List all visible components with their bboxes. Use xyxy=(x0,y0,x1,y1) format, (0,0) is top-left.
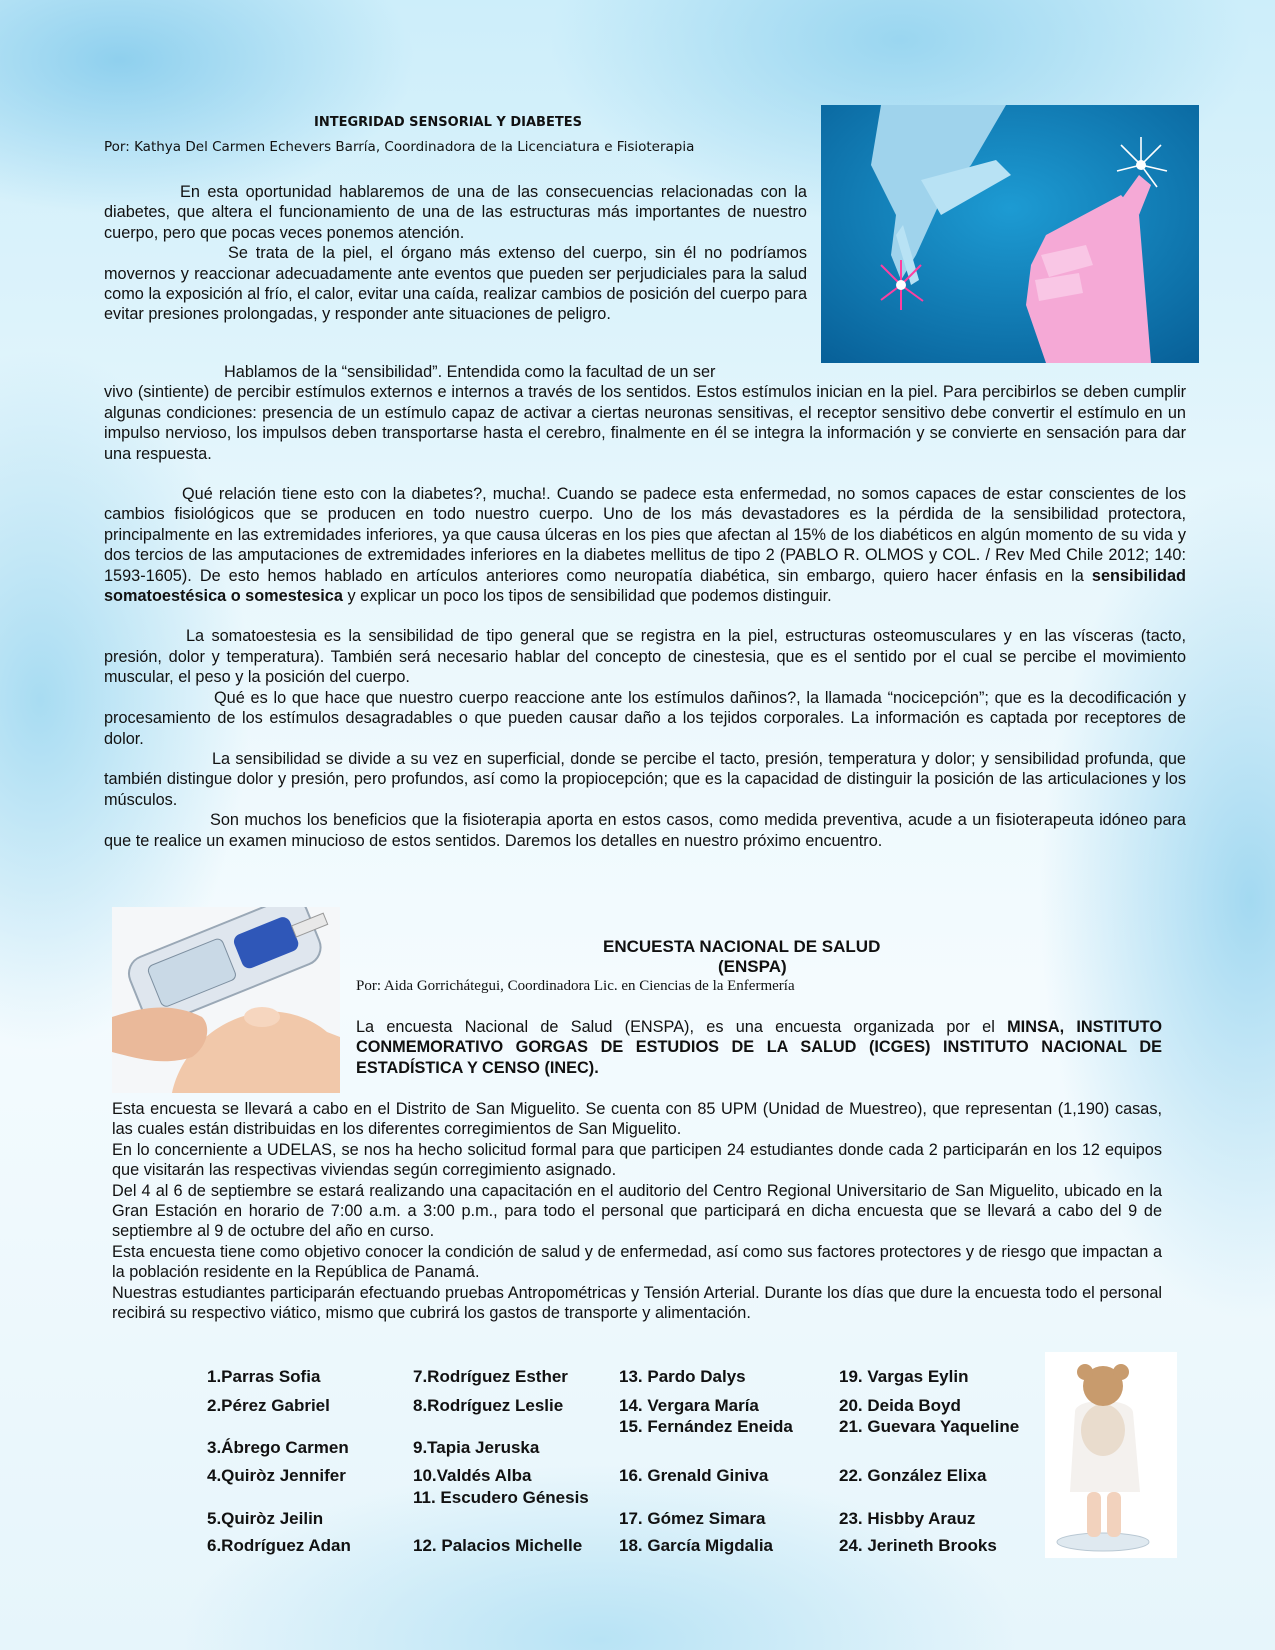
list-item: 12. Palacios Michelle xyxy=(413,1536,583,1555)
list-item: 24. Jerineth Brooks xyxy=(839,1536,997,1555)
paragraph-7: La sensibilidad se divide a su vez en superficial, donde se percibe el tacto, presión, temperatura y dolor; y sensibilidad profunda, que también distingue dolor y presión, pero profundos, así como la propiocepción; que es la capacidad de distinguir la posición de las articulaciones y los músculos. xyxy=(104,749,1186,809)
body-paragraph-4: Esta encuesta tiene como objetivo conocer la condición de salud y de enfermedad, así como sus factores protectores y de riesgo que impactan a la población residente en la República de Panamá. xyxy=(112,1242,1162,1282)
list-item: 11. Escudero Génesis xyxy=(413,1488,589,1507)
list-item: 15. Fernández Eneida xyxy=(619,1417,793,1436)
paragraph-3a: Hablamos de la “sensibilidad”. Entendida como la facultad de un ser xyxy=(224,363,716,381)
organizations: MINSA, INSTITUTO CONMEMORATIVO GORGAS DE ESTUDIOS DE LA SALUD (ICGES) INSTITUTO NACIONAL DE ESTADÍSTICA Y CENSO (INEC). xyxy=(356,1018,1162,1077)
list-item: 14. Vergara María xyxy=(619,1396,759,1415)
body-paragraph-5: Nuestras estudiantes participarán efectuando pruebas Antropométricas y Tensión Arterial. Durante los días que dure la encuesta todo el personal recibirá su respectivo viático, mismo que cubrirá los gastos de transporte y alimentación. xyxy=(112,1283,1162,1323)
list-item: 2.Pérez Gabriel xyxy=(207,1396,330,1415)
list-item: 8.Rodríguez Leslie xyxy=(413,1396,564,1415)
body-paragraph-1: Esta encuesta se llevará a cabo en el Distrito de San Miguelito. Se cuenta con 85 UPM (Unidad de Muestreo), que representan (1,190) casas, las cuales están distribuidas en los diferentes corregimientos de San Miguelito. xyxy=(112,1100,1162,1139)
list-item: 20. Deida Boyd xyxy=(839,1396,961,1415)
child-scale-icon xyxy=(1045,1352,1177,1558)
article1-intro xyxy=(104,182,807,325)
list-item: 10.Valdés Alba xyxy=(413,1466,532,1485)
hands-sensation-image xyxy=(821,105,1199,363)
list-item: 9.Tapia Jeruska xyxy=(413,1438,540,1457)
list-item: 19. Vargas Eylin xyxy=(839,1367,969,1386)
paragraph-8: Son muchos los beneficios que la fisioterapia aporta en estos casos, como medida preventiva, acude a un fisioterapeuta idóneo para que te realice un examen minucioso de estos sentidos. Daremos los detalles en nuestro próximo encuentro. xyxy=(104,811,1186,850)
list-item: 3.Ábrego Carmen xyxy=(207,1438,349,1457)
paragraph-1: En esta oportunidad hablaremos de una de las consecuencias relacionadas con la diabetes, que altera el funcionamiento de una de las estructuras más importantes de nuestro cuerpo, pero que pocas veces ponemos atención. xyxy=(104,183,807,242)
article2-title: ENCUESTA NACIONAL DE SALUD xyxy=(603,937,881,956)
list-item: 7.Rodríguez Esther xyxy=(413,1367,568,1386)
glucometer-image xyxy=(112,907,340,1093)
list-item: 21. Guevara Yaqueline xyxy=(839,1417,1020,1436)
child-on-scale-image xyxy=(1045,1352,1177,1558)
glucometer-icon xyxy=(112,907,340,1093)
list-item: 6.Rodríguez Adan xyxy=(207,1536,351,1555)
paragraph-2: Se trata de la piel, el órgano más extenso del cuerpo, sin él no podríamos movernos y reaccionar adecuadamente ante eventos que pueden ser perjudiciales para la salud como la exposición al frío, el calor, evitar una caída, realizar cambios de posición del cuerpo para evitar presiones prolongadas, y responder ante situaciones de peligro. xyxy=(104,244,807,324)
list-item: 4.Quiròz Jennifer xyxy=(207,1466,346,1485)
highlight-somatoestesica: sensibilidad somatoestésica o somestesica xyxy=(104,566,1186,606)
list-item: 1.Parras Sofia xyxy=(207,1367,321,1386)
list-item: 16. Grenald Giniva xyxy=(619,1466,769,1485)
list-item: 5.Quiròz Jeilin xyxy=(207,1509,324,1528)
list-item: 17. Gómez Simara xyxy=(619,1509,766,1528)
paragraph-6: Qué es lo que hace que nuestro cuerpo reaccione ante los estímulos dañinos?, la llamada “nocicepción”; que es la decodificación y procesamiento de los estímulos desagradables o que pueden causar daño a los tejidos corporales. La información es captada por receptores de dolor. xyxy=(104,688,1186,748)
paragraph-4: Qué relación tiene esto con la diabetes?, mucha!. Cuando se padece esta enfermedad, no somos capaces de estar conscientes de los cambios fisiológicos que se producen en todo nuestro cuerpo. Uno de los más devastadores es la pérdida de la sensibilidad protectora, principalmente en las extremidades inferiores, ya que causa úlceras en los pies que afectan al 15% de los diabéticos en algún momento de su vida y dos tercios de las amputaciones de extremidades inferiores en la diabetes mellitus de tipo 2 (PABLO R. OLMOS y COL. / Rev Med Chile 2012; 140: 1593-1605). De esto hemos hablado en artículos anteriores como neuropatía diabética, sin embargo, quiero hacer énfasis en la sensibilidad somatoestésica o somestesica y explicar un poco los tipos de sensibilidad que podemos distinguir. xyxy=(104,485,1186,606)
list-item: 18. García Migdalia xyxy=(619,1536,774,1555)
list-item: 23. Hisbby Arauz xyxy=(839,1509,976,1528)
article2-subtitle: (ENSPA) xyxy=(718,957,787,976)
article1-body xyxy=(104,362,1186,851)
hands-illustration-icon xyxy=(821,105,1199,363)
list-item: 13. Pardo Dalys xyxy=(619,1367,746,1386)
list-item: 22. González Elixa xyxy=(839,1466,987,1485)
paragraph-5: La somatoestesia es la sensibilidad de tipo general que se registra en la piel, estructuras osteomusculares y en las vísceras (tacto, presión, dolor y temperatura). También será necesario hablar del concepto de cinestesia, que es el sentido por el cual se percibe el movimiento muscular, el peso y la posición del cuerpo. xyxy=(104,627,1186,687)
article1-title: INTEGRIDAD SENSORIAL Y DIABETES xyxy=(314,115,582,130)
article2-byline: Por: Aida Gorrichátegui, Coordinadora Lic. en Ciencias de la Enfermería xyxy=(356,978,795,994)
article1-byline: Por: Kathya Del Carmen Echevers Barría, Coordinadora de la Licenciatura e Fisioterapia xyxy=(104,139,695,155)
paragraph-3b: vivo (sintiente) de percibir estímulos externos e internos a través de los sentidos. Estos estímulos inician en la piel. Para percibirlos se deben cumplir algunas condiciones: presencia de un estímulo capaz de activar a ciertas neuronas sensitivas, el receptor sensitivo debe convertir el estímulo en un impulso nervioso, los impulsos deben transportarse hasta el cerebro, finalmente en él se integra la información y se convierte en sensación para dar una respuesta. xyxy=(104,383,1186,463)
body-paragraph-2: En lo concerniente a UDELAS, se nos ha hecho solicitud formal para que participen 24 estudiantes donde cada 2 participarán en los 12 equipos que visitarán las respectivas viviendas según corregimiento asignado. xyxy=(112,1140,1162,1180)
body-paragraph-3: Del 4 al 6 de septiembre se estará realizando una capacitación en el auditorio del Centro Regional Universitario de San Miguelito, ubicado en la Gran Estación en horario de 7:00 a.m. a 3:00 p.m., para todo el personal que participará en dicha encuesta que se llevará a cabo del 9 de septiembre al 9 de octubre del año en curso. xyxy=(112,1181,1162,1241)
article2-intro: La encuesta Nacional de Salud (ENSPA), es una encuesta organizada por el MINSA, INSTITUTO CONMEMORATIVO GORGAS DE ESTUDIOS DE LA SALUD (ICGES) INSTITUTO NACIONAL DE ESTADÍSTICA Y CENSO (INEC). xyxy=(356,1018,1162,1077)
article2-body xyxy=(112,1099,1162,1323)
